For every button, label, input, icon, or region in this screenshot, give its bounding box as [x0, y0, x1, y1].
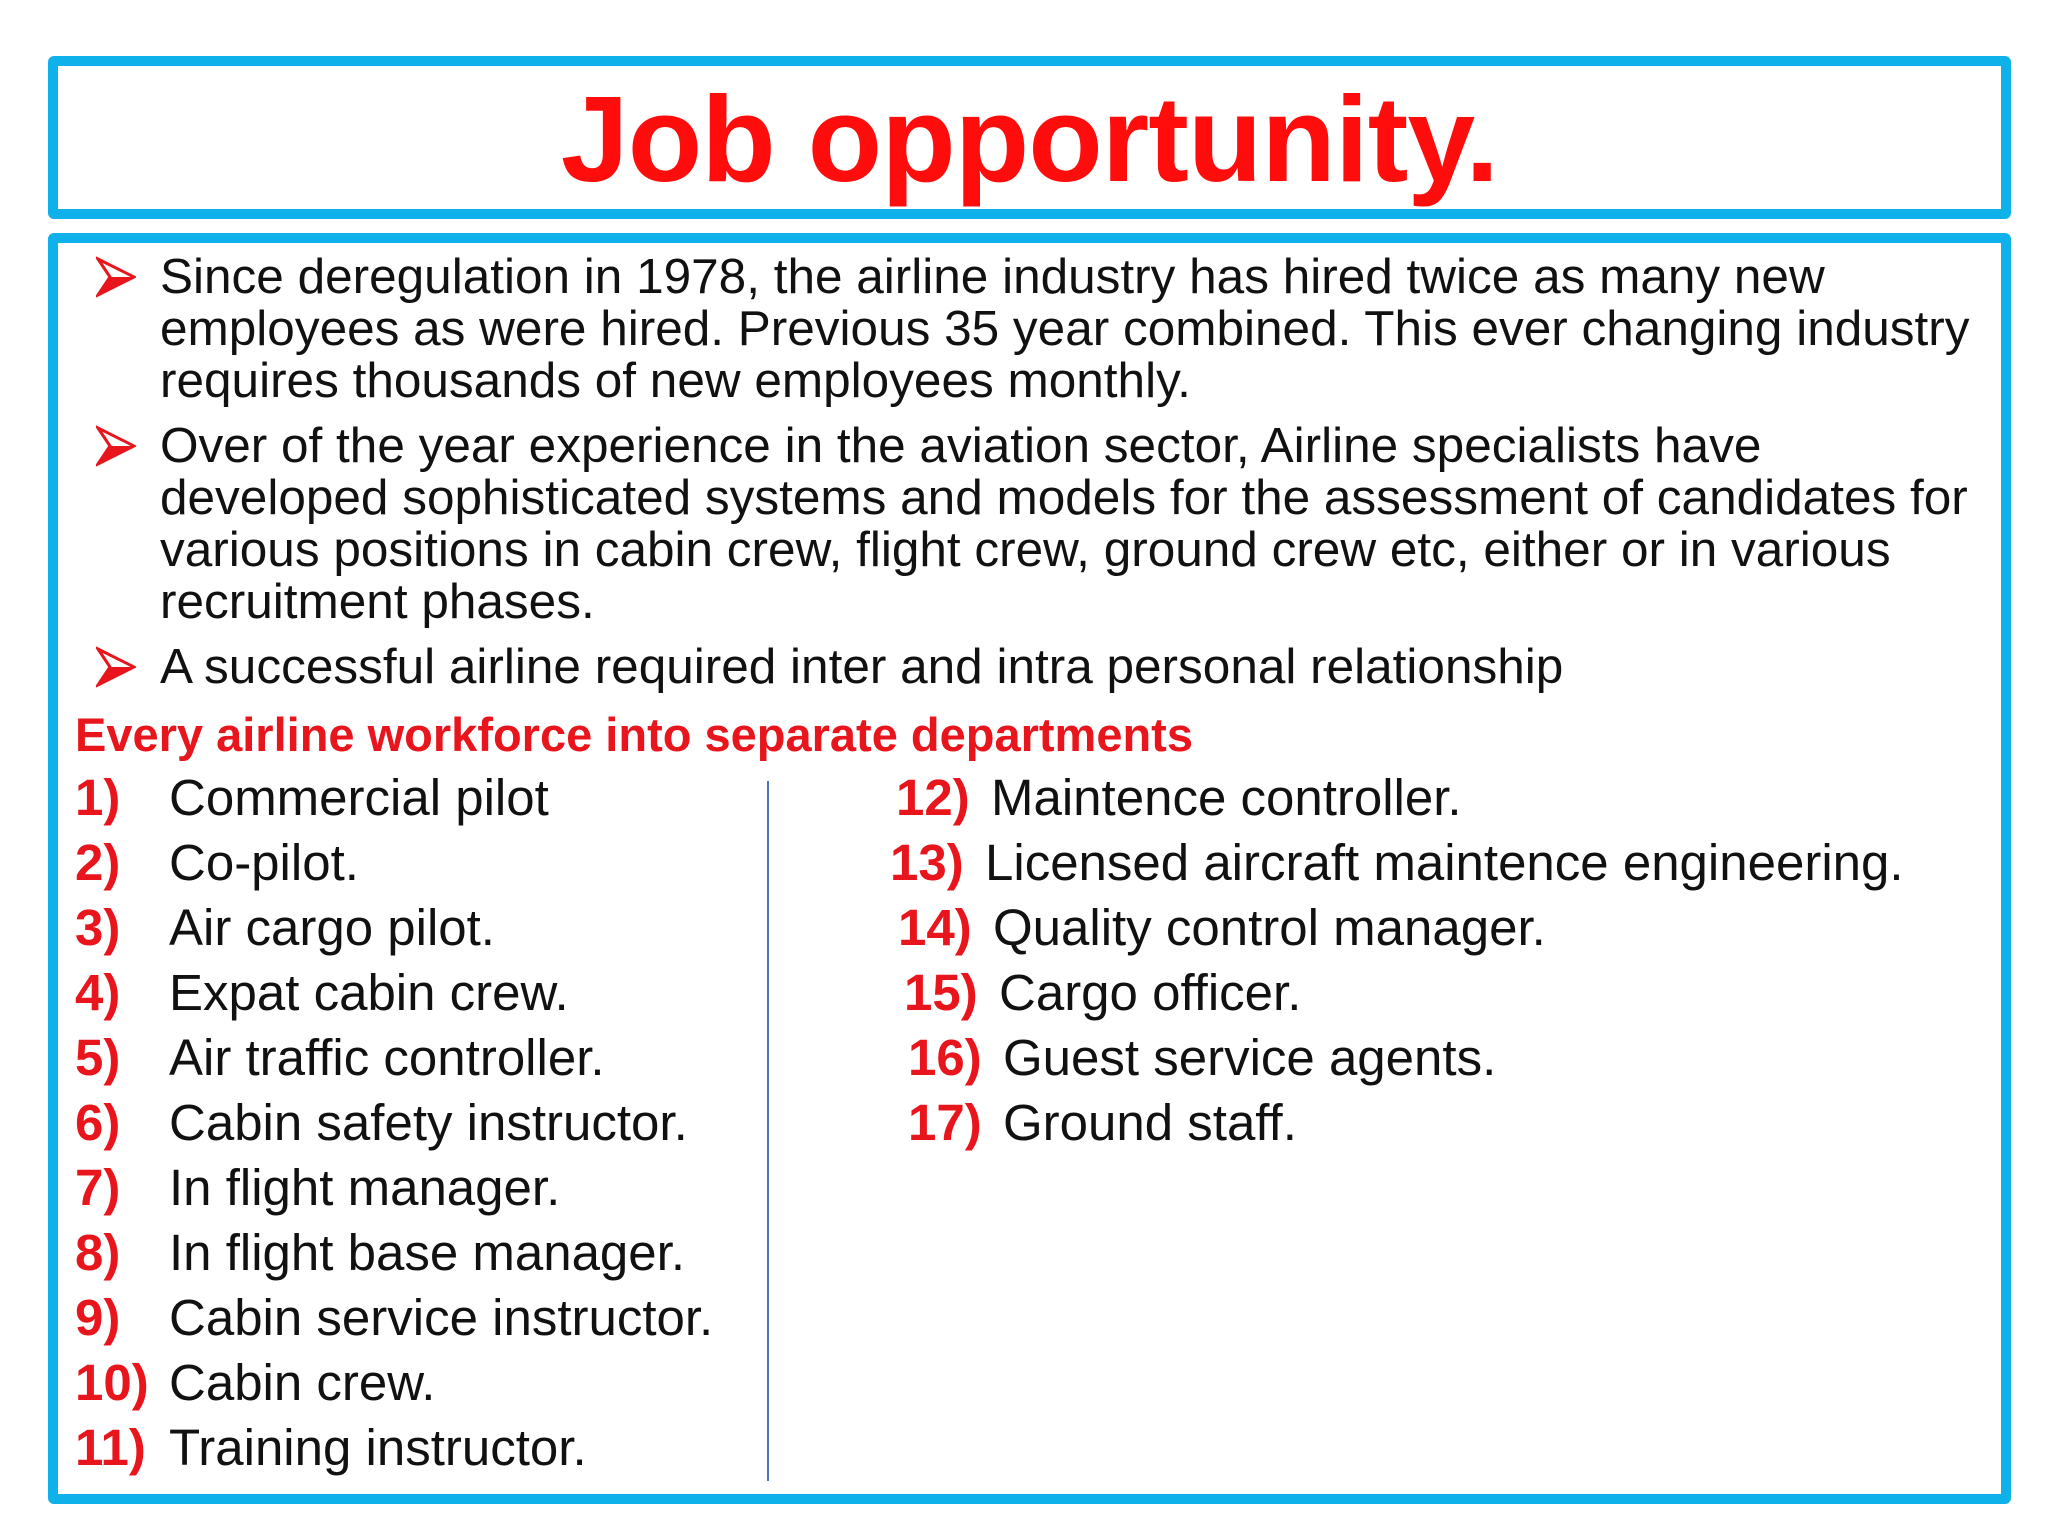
item-text: Commercial pilot	[169, 769, 549, 826]
list-item	[75, 765, 713, 830]
item-number: 16)	[908, 1029, 982, 1086]
bullet-item	[80, 641, 2000, 693]
item-number: 15)	[904, 964, 978, 1021]
item-text: Guest service agents.	[1003, 1029, 1497, 1086]
page-title: Job opportunity.	[560, 71, 1499, 207]
item-text: Expat cabin crew.	[169, 964, 569, 1021]
list-item	[75, 1220, 713, 1285]
content-box	[48, 233, 2011, 1504]
arrow-bullet-icon	[96, 643, 136, 691]
item-text: Ground staff.	[1003, 1094, 1297, 1151]
list-item	[75, 1025, 713, 1090]
item-text: Cargo officer.	[999, 964, 1302, 1021]
list-item	[904, 960, 1918, 1025]
bullet-item	[80, 251, 2000, 407]
item-text: Quality control manager.	[993, 899, 1546, 956]
item-text: Air cargo pilot.	[169, 899, 495, 956]
list-item	[75, 1350, 713, 1415]
departments-list-left	[75, 765, 713, 1480]
item-number: 12)	[896, 769, 970, 826]
item-text: In flight manager.	[169, 1159, 561, 1216]
item-number: 3)	[75, 899, 121, 956]
item-number: 7)	[75, 1159, 121, 1216]
bullet-text: Since deregulation in 1978, the airline industry has hired twice as many new employees as were hired. Previous 35 year combined. This ever changing industry requires thousands of new employees monthly.	[160, 249, 1970, 408]
item-number: 14)	[898, 899, 972, 956]
departments-list-right	[838, 765, 1904, 1155]
title-box	[48, 56, 2011, 219]
item-text: Cabin service instructor.	[169, 1289, 714, 1346]
item-text: Maintence controller.	[991, 769, 1462, 826]
item-number: 9)	[75, 1289, 121, 1346]
bullet-list	[80, 251, 2000, 706]
list-item	[75, 830, 713, 895]
item-text: Cabin safety instructor.	[169, 1094, 688, 1151]
item-text: Cabin crew.	[169, 1354, 436, 1411]
bullet-text: Over of the year experience in the aviation sector, Airline specialists have developed sophisticated systems and models for the assessment of candidates for various positions in cabin crew, flight crew, ground crew etc, either or in various recruitment phases.	[160, 418, 1968, 629]
arrow-bullet-icon	[96, 253, 136, 301]
list-item	[75, 1155, 713, 1220]
item-text: Training instructor.	[169, 1419, 587, 1476]
item-text: In flight base manager.	[169, 1224, 686, 1281]
departments-heading: Every airline workforce into separate departments	[75, 708, 1193, 761]
item-number: 1)	[75, 769, 121, 826]
item-text: Air traffic controller.	[169, 1029, 605, 1086]
list-item	[75, 1090, 713, 1155]
list-item	[908, 1090, 1922, 1155]
item-number: 11)	[75, 1419, 146, 1476]
bullet-item	[80, 420, 2000, 628]
list-item	[898, 895, 1912, 960]
item-number: 4)	[75, 964, 121, 1021]
column-divider	[767, 781, 769, 1481]
list-item	[75, 1285, 713, 1350]
list-item	[75, 960, 713, 1025]
item-number: 17)	[908, 1094, 982, 1151]
item-number: 10)	[75, 1354, 149, 1411]
list-item	[75, 895, 713, 960]
list-item	[908, 1025, 1922, 1090]
item-number: 8)	[75, 1224, 121, 1281]
bullet-text: A successful airline required inter and intra personal relationship	[160, 639, 1564, 694]
item-number: 2)	[75, 834, 121, 891]
list-item	[896, 765, 1910, 830]
list-item	[890, 830, 1904, 895]
item-number: 13)	[890, 834, 964, 891]
item-text: Co-pilot.	[169, 834, 359, 891]
item-number: 5)	[75, 1029, 121, 1086]
arrow-bullet-icon	[96, 422, 136, 470]
item-number: 6)	[75, 1094, 121, 1151]
item-text: Licensed aircraft maintence engineering.	[985, 834, 1904, 891]
list-item	[75, 1415, 713, 1480]
